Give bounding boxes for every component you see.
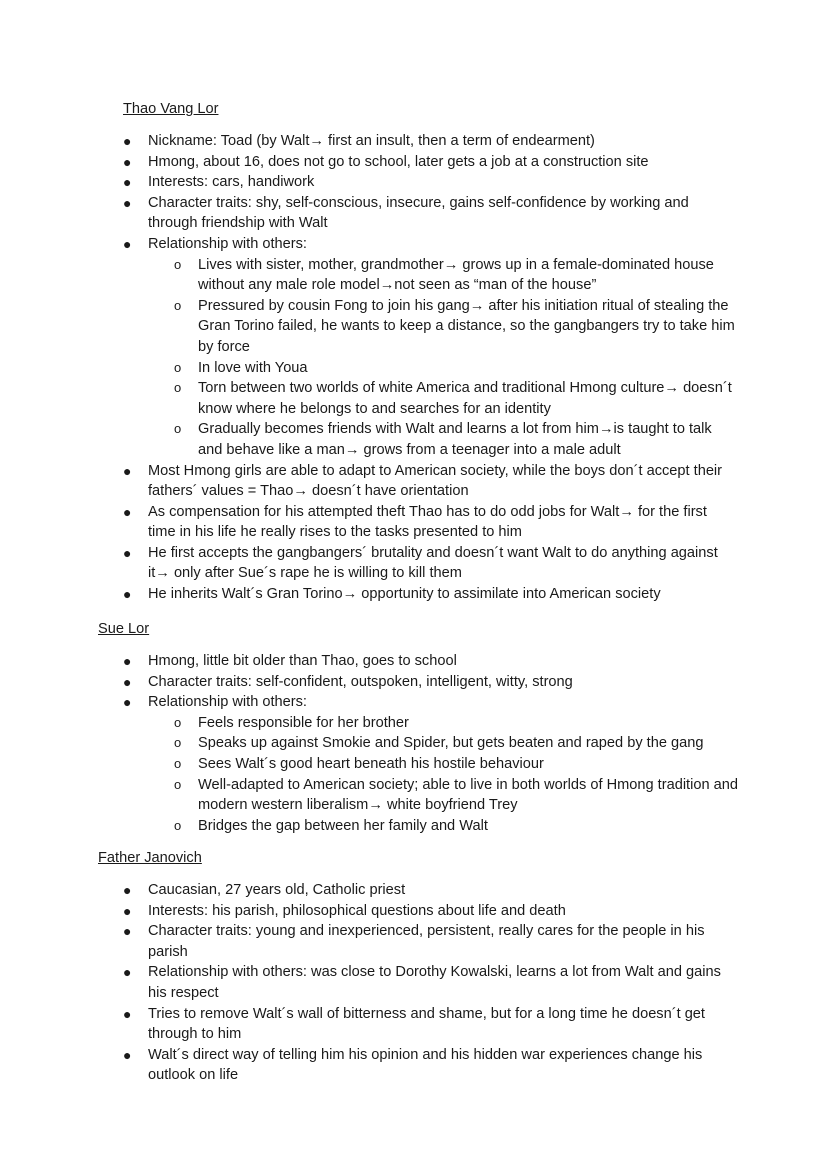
- bullet-icon: ●: [123, 462, 132, 479]
- sub-bullet-list: [0, 713, 828, 837]
- bullet-icon: ●: [123, 653, 132, 669]
- list-item: ● As compensation for his attempted theft Thao has to do odd jobs for Walt→ for the first time in his life he really rises to the tasks presented to him: [123, 503, 707, 541]
- bullet-icon: ●: [123, 153, 132, 170]
- circle-bullet-icon: o: [174, 817, 182, 833]
- list-item: ● Hmong, about 16, does not go to school, later gets a job at a construction site: [0, 152, 828, 173]
- circle-bullet-icon: o: [174, 256, 182, 272]
- sub-list-item: o Lives with sister, mother, grandmother→ grows up in a female-dominated house without any male role model→not seen as “man of the house”: [174, 256, 714, 294]
- bullet-icon: ●: [123, 694, 132, 711]
- bullet-icon: ●: [123, 964, 132, 981]
- bullet-icon: ●: [123, 235, 132, 252]
- sub-list-item: o Gradually becomes friends with Walt and learns a lot from him→is taught to talk and behave like a man→ grows from a teenager into a male adult: [174, 421, 712, 458]
- bullet-icon: ●: [123, 673, 132, 690]
- circle-bullet-icon: o: [174, 755, 182, 771]
- list-item: ● Hmong, little bit older than Thao, goes to school: [0, 651, 828, 672]
- sub-list-container: [0, 713, 828, 837]
- sub-list-item: o Feels responsible for her brother: [0, 713, 828, 734]
- sub-list-item: o Torn between two worlds of white America and traditional Hmong culture→ doesn´t know where he belongs to and searches for an identity: [174, 380, 732, 417]
- list-item: ● Nickname: Toad (by Walt→ first an insult, then a term of endearment): [0, 131, 828, 152]
- bullet-icon: ●: [123, 882, 132, 898]
- list-item: ● Tries to remove Walt´s wall of bitterness and shame, but for a long time he doesn´t get through to him: [123, 1005, 705, 1043]
- list-item: ● Caucasian, 27 years old, Catholic priest: [0, 880, 828, 901]
- circle-bullet-icon: o: [174, 714, 182, 730]
- bullet-icon: ●: [123, 586, 132, 603]
- list-item: ● He inherits Walt´s Gran Torino→ opportunity to assimilate into American society: [0, 584, 828, 605]
- list-item: ● Interests: cars, handiwork: [0, 172, 828, 193]
- sub-bullet-list: [0, 255, 828, 461]
- sub-list-container: [0, 255, 828, 461]
- sub-list-item: o Bridges the gap between her family and Walt: [0, 816, 828, 837]
- section-heading: Father Janovich: [98, 850, 202, 866]
- circle-bullet-icon: o: [174, 421, 182, 437]
- bullet-list: [0, 131, 828, 605]
- bullet-icon: ●: [123, 923, 132, 940]
- sub-list-item: o In love with Youa: [0, 358, 828, 379]
- list-item: ● Character traits: self-confident, outspoken, intelligent, witty, strong: [0, 672, 828, 693]
- bullet-list: [0, 651, 828, 836]
- bullet-icon: ●: [123, 1005, 132, 1022]
- circle-bullet-icon: o: [174, 297, 182, 313]
- sub-list-item: o Sees Walt´s good heart beneath his hostile behaviour: [0, 754, 828, 775]
- section-heading: Sue Lor: [98, 621, 150, 637]
- circle-bullet-icon: o: [174, 735, 182, 751]
- list-item: ● Relationship with others: was close to Dorothy Kowalski, learns a lot from Walt and gains his respect: [123, 964, 721, 1001]
- sub-list-item: o Speaks up against Smokie and Spider, but gets beaten and raped by the gang: [0, 733, 828, 754]
- list-item: ● Most Hmong girls are able to adapt to American society, while the boys don´t accept their fathers´ values = Thao→ doesn´t have orientation: [123, 462, 723, 500]
- sub-list-item: o Well-adapted to American society; able to live in both worlds of Hmong tradition and modern western liberalism→ white boyfriend Trey: [174, 776, 738, 814]
- list-item: ● Interests: his parish, philosophical questions about life and death: [0, 901, 828, 922]
- circle-bullet-icon: o: [174, 380, 182, 396]
- list-item: ● Walt´s direct way of telling him his opinion and his hidden war experiences change his outlook on life: [123, 1046, 703, 1084]
- sub-list-item: o Pressured by cousin Fong to join his gang→ after his initiation ritual of stealing the Gran Torino failed, he wants to keep a distance, so the gangbangers try to take him by force: [174, 297, 735, 355]
- list-item: ● Relationship with others:: [0, 692, 828, 713]
- bullet-icon: ●: [123, 1046, 132, 1063]
- list-item: ● He first accepts the gangbangers´ brutality and doesn´t want Walt to do anything against it→ only after Sue´s rape he is willing to kill them: [123, 544, 718, 582]
- bullet-icon: ●: [123, 902, 132, 919]
- list-item: ● Character traits: young and inexperienced, persistent, really cares for the people in his parish: [123, 923, 705, 960]
- circle-bullet-icon: o: [174, 776, 182, 792]
- bullet-icon: ●: [123, 174, 132, 191]
- list-item: ● Relationship with others:: [0, 234, 828, 255]
- bullet-icon: ●: [123, 503, 132, 520]
- bullet-icon: ●: [123, 133, 132, 149]
- circle-bullet-icon: o: [174, 359, 182, 375]
- section-heading: Thao Vang Lor: [123, 101, 219, 117]
- list-item: ● Character traits: shy, self-conscious, insecure, gains self-confidence by working and through friendship with Walt: [123, 194, 689, 232]
- bullet-list: [0, 880, 828, 1086]
- bullet-icon: ●: [123, 194, 132, 211]
- bullet-icon: ●: [123, 544, 132, 561]
